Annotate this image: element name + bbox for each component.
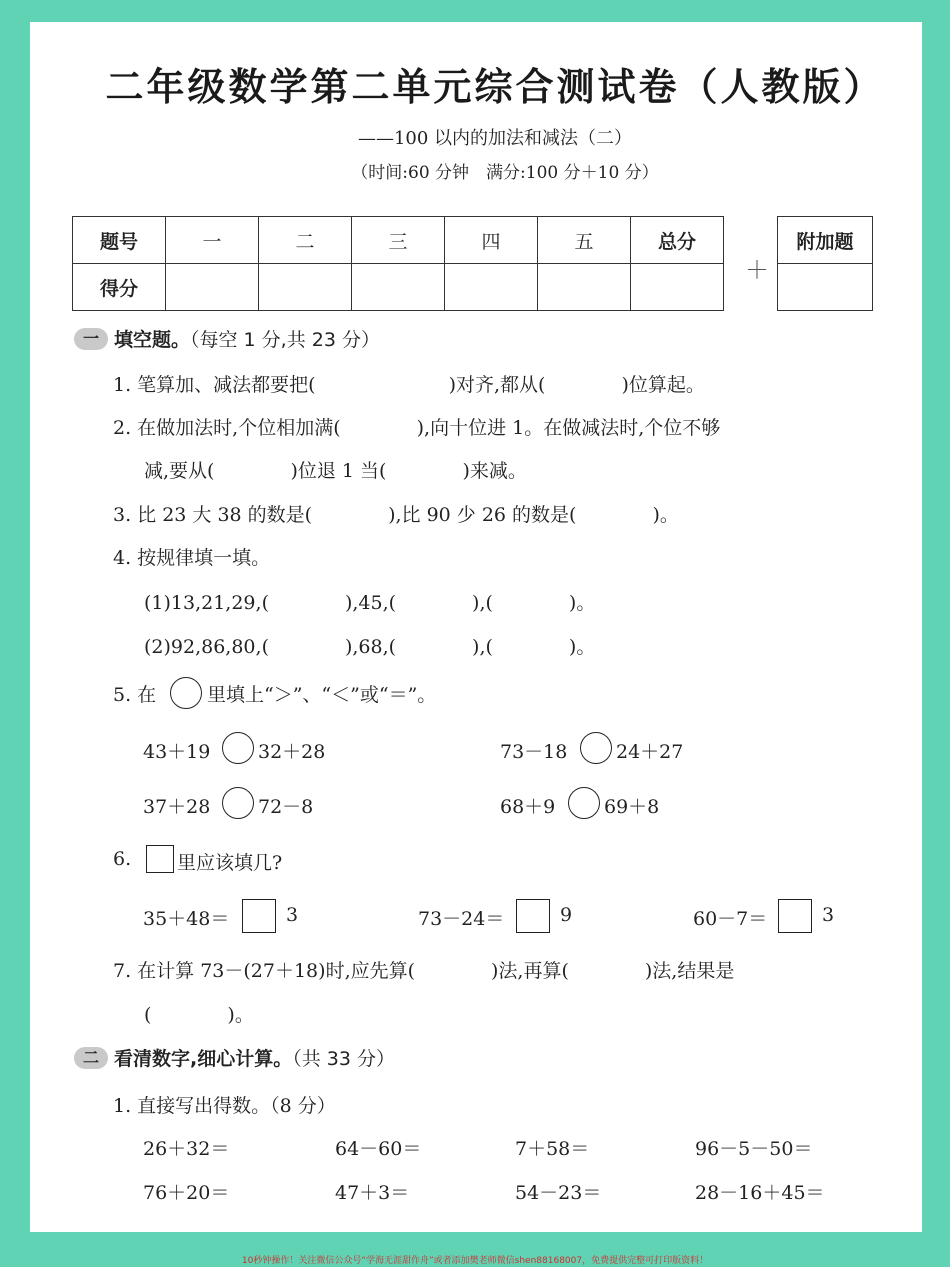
fill-right: 3 <box>822 904 835 926</box>
score-table <box>72 216 724 311</box>
calc-item: 26＋32＝ <box>143 1138 230 1160</box>
extra-score-cell[interactable] <box>778 264 873 311</box>
footer-notice: 10秒钟操作！关注微信公众号“学海无涯甜作舟”或者添加樊老师微信shen88168007，免费提供完整可打印版资料！ <box>241 1256 709 1266</box>
fill-left: 60－7＝ <box>693 908 768 930</box>
compare-answer-circle[interactable] <box>580 732 612 764</box>
fill-left: 73－24＝ <box>418 908 505 930</box>
compare-answer-circle[interactable] <box>222 787 254 819</box>
question-1-4-2: (2)92,86,80,( ),68,( ),( )。 <box>144 636 596 658</box>
score-table-score-row <box>73 264 724 311</box>
fill-answer-box[interactable] <box>242 899 276 933</box>
section-1-heading <box>74 325 380 352</box>
score-header-cell: 二 <box>259 217 352 264</box>
calc-item: 76＋20＝ <box>143 1182 230 1204</box>
calc-item: 54－23＝ <box>515 1182 602 1204</box>
score-input-cell[interactable] <box>166 264 259 311</box>
fill-right: 9 <box>560 904 573 926</box>
question-1-4: 4. 按规律填一填。 <box>113 547 271 569</box>
compare-answer-circle[interactable] <box>222 732 254 764</box>
calc-item: 64－60＝ <box>335 1138 422 1160</box>
score-input-cell[interactable] <box>445 264 538 311</box>
page-title: 二年级数学第二单元综合测试卷（人教版） <box>105 64 885 109</box>
question-1-4-1: (1)13,21,29,( ),45,( ),( )。 <box>144 592 596 614</box>
answer-box-icon <box>146 845 174 873</box>
section-title: 看清数字,细心计算。 <box>114 1048 293 1070</box>
question-1-5-suffix: 里填上“＞”、“＜”或“＝”。 <box>207 684 437 706</box>
compare-left: 43＋19 <box>143 741 211 763</box>
calc-item: 28－16＋45＝ <box>695 1182 825 1204</box>
score-input-cell[interactable] <box>631 264 724 311</box>
score-input-cell[interactable] <box>352 264 445 311</box>
score-header-cell: 四 <box>445 217 538 264</box>
question-1-6-suffix: 里应该填几? <box>177 852 283 874</box>
score-header-cell: 五 <box>538 217 631 264</box>
score-input-cell[interactable] <box>538 264 631 311</box>
calc-item: 47＋3＝ <box>335 1182 410 1204</box>
page-subtitle: ——100 以内的加法和减法（二） <box>357 128 633 149</box>
score-header-cell: 三 <box>352 217 445 264</box>
compare-circle-icon <box>170 677 202 709</box>
question-2-1: 1. 直接写出得数。（8 分） <box>113 1095 336 1117</box>
question-1-3: 3. 比 23 大 38 的数是( ),比 90 少 26 的数是( )。 <box>113 504 679 526</box>
calc-item: 7＋58＝ <box>515 1138 590 1160</box>
section-points: （每空 1 分,共 23 分） <box>190 329 380 351</box>
score-header-cell: 总分 <box>631 217 724 264</box>
question-1-2-line1: 2. 在做加法时,个位相加满( ),向十位进 1。在做减法时,个位不够 <box>113 417 721 439</box>
fill-right: 3 <box>286 904 299 926</box>
compare-right: 24＋27 <box>616 741 684 763</box>
section-2-heading <box>74 1044 395 1071</box>
compare-left: 73－18 <box>500 741 568 763</box>
question-1-7-line2: ( )。 <box>144 1004 254 1026</box>
question-1-7-line1: 7. 在计算 73－(27＋18)时,应先算( )法,再算( )法,结果是 <box>113 960 735 982</box>
section-badge: 一 <box>74 328 108 350</box>
score-row-label: 得分 <box>73 264 166 311</box>
fill-left: 35＋48＝ <box>143 908 230 930</box>
time-info: （时间:60 分钟 满分:100 分＋10 分） <box>351 163 659 183</box>
calc-item: 96－5－50＝ <box>695 1138 813 1160</box>
score-table-header-row <box>73 217 724 264</box>
compare-answer-circle[interactable] <box>568 787 600 819</box>
fill-answer-box[interactable] <box>516 899 550 933</box>
fill-answer-box[interactable] <box>778 899 812 933</box>
question-1-5-prefix: 5. 在 <box>113 684 157 706</box>
compare-right: 72－8 <box>258 796 314 818</box>
score-header-cell: 一 <box>166 217 259 264</box>
extra-score-table <box>777 216 873 311</box>
compare-left: 68＋9 <box>500 796 556 818</box>
plus-sign: ＋ <box>745 256 769 284</box>
section-badge: 二 <box>74 1047 108 1069</box>
question-1-1: 1. 笔算加、减法都要把( )对齐,都从( )位算起。 <box>113 374 705 396</box>
section-points: （共 33 分） <box>292 1048 395 1070</box>
question-1-2-line2: 减,要从( )位退 1 当( )来减。 <box>144 460 527 482</box>
section-title: 填空题。 <box>114 329 191 351</box>
score-header-cell: 题号 <box>73 217 166 264</box>
compare-right: 69＋8 <box>604 796 660 818</box>
question-1-6-prefix: 6. <box>113 848 132 870</box>
compare-left: 37＋28 <box>143 796 211 818</box>
score-input-cell[interactable] <box>259 264 352 311</box>
extra-header-cell: 附加题 <box>778 217 873 264</box>
compare-right: 32＋28 <box>258 741 326 763</box>
